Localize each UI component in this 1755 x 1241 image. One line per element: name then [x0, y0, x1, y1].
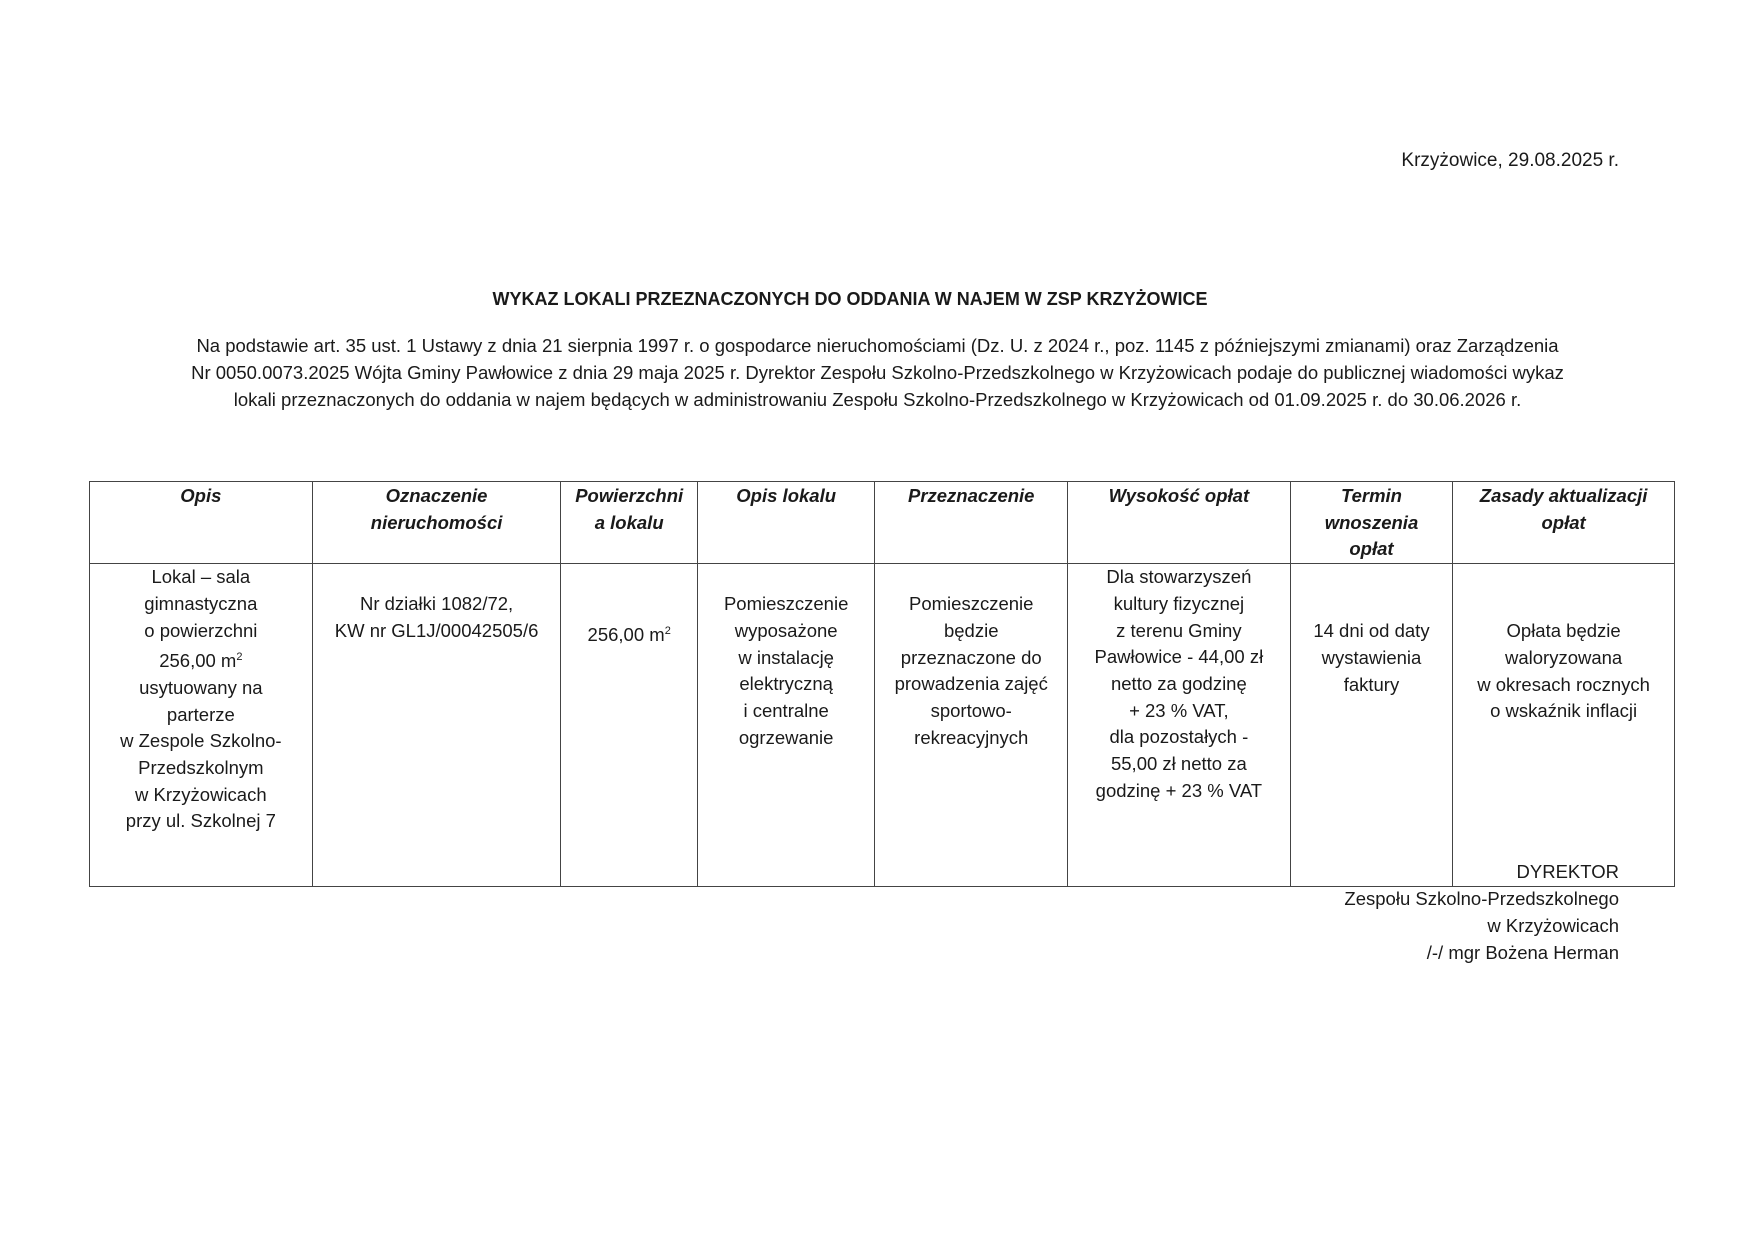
signature-line: Zespołu Szkolno-Przedszkolnego [1344, 888, 1619, 909]
header-powierzchnia: Powierzchni a lokalu [561, 482, 697, 564]
cell-opis-lokalu: Pomieszczenie wyposażone w instalację elektryczną i centralne ogrzewanie [697, 564, 875, 887]
powierzchnia-value: 256,00 m [587, 624, 665, 646]
intro-line: lokali przeznaczonych do oddania w najem będących w administrowaniu Zespołu Szkolno-Przedszkolnego w Krzyżowicach od 01.09.2025 r. do 30.06.2026 r. [233, 389, 1522, 410]
header-zasady: Zasady aktualizacji opłat [1453, 482, 1675, 564]
signature-block [1344, 858, 1619, 966]
cell-zasady: Opłata będzie waloryzowana w okresach rocznych o wskaźnik inflacji [1453, 564, 1675, 887]
header-opis: Opis [90, 482, 313, 564]
signature-line: w Krzyżowicach [1487, 915, 1619, 936]
premises-table [89, 481, 1675, 887]
superscript: 2 [236, 651, 243, 664]
cell-oznaczenie: Nr działki 1082/72, KW nr GL1J/00042505/6 [312, 564, 561, 887]
header-przeznaczenie: Przeznaczenie [875, 482, 1068, 564]
intro-line: Nr 0050.0073.2025 Wójta Gminy Pawłowice z dnia 29 maja 2025 r. Dyrektor Zespołu Szkolno-Przedszkolnego w Krzyżowicach podaje do publicznej wiadomości wykaz [191, 362, 1564, 383]
opis-text: Lokal – sala gimnastyczna o powierzchni 256,00 m [144, 566, 258, 672]
signature-line: /-/ mgr Bożena Herman [1426, 942, 1619, 963]
place-date: Krzyżowice, 29.08.2025 r. [1401, 150, 1619, 171]
cell-opis [90, 564, 313, 887]
table-header-row [90, 482, 1675, 564]
cell-termin: 14 dni od daty wystawienia faktury [1290, 564, 1453, 887]
cell-powierzchnia [561, 564, 697, 887]
header-opis-lokalu: Opis lokalu [697, 482, 875, 564]
header-wysokosc-oplat: Wysokość opłat [1068, 482, 1291, 564]
document-title: WYKAZ LOKALI PRZEZNACZONYCH DO ODDANIA W NAJEM W ZSP KRZYŻOWICE [492, 289, 1208, 309]
header-termin: Termin wnoszenia opłat [1290, 482, 1453, 564]
superscript: 2 [664, 625, 671, 638]
cell-wysokosc-oplat: Dla stowarzyszeń kultury fizycznej z terenu Gminy Pawłowice - 44,00 zł netto za godzinę + 23 % VAT, dla pozostałych - 55,00 zł netto za godzinę + 23 % VAT [1068, 564, 1291, 887]
intro-paragraph [0, 332, 1755, 413]
table-row [90, 564, 1675, 887]
signature-line: DYREKTOR [1516, 861, 1619, 882]
cell-przeznaczenie: Pomieszczenie będzie przeznaczone do prowadzenia zajęć sportowo- rekreacyjnych [875, 564, 1068, 887]
opis-text-continued: usytuowany na parterze w Zespole Szkolno- Przedszkolnym w Krzyżowicach przy ul. Szkolnej 7 [120, 676, 282, 832]
intro-line: Na podstawie art. 35 ust. 1 Ustawy z dnia 21 sierpnia 1997 r. o gospodarce nieruchomościami (Dz. U. z 2024 r., poz. 1145 z późniejszymi zmianami) oraz Zarządzenia [196, 335, 1559, 356]
header-oznaczenie: Oznaczenie nieruchomości [312, 482, 561, 564]
